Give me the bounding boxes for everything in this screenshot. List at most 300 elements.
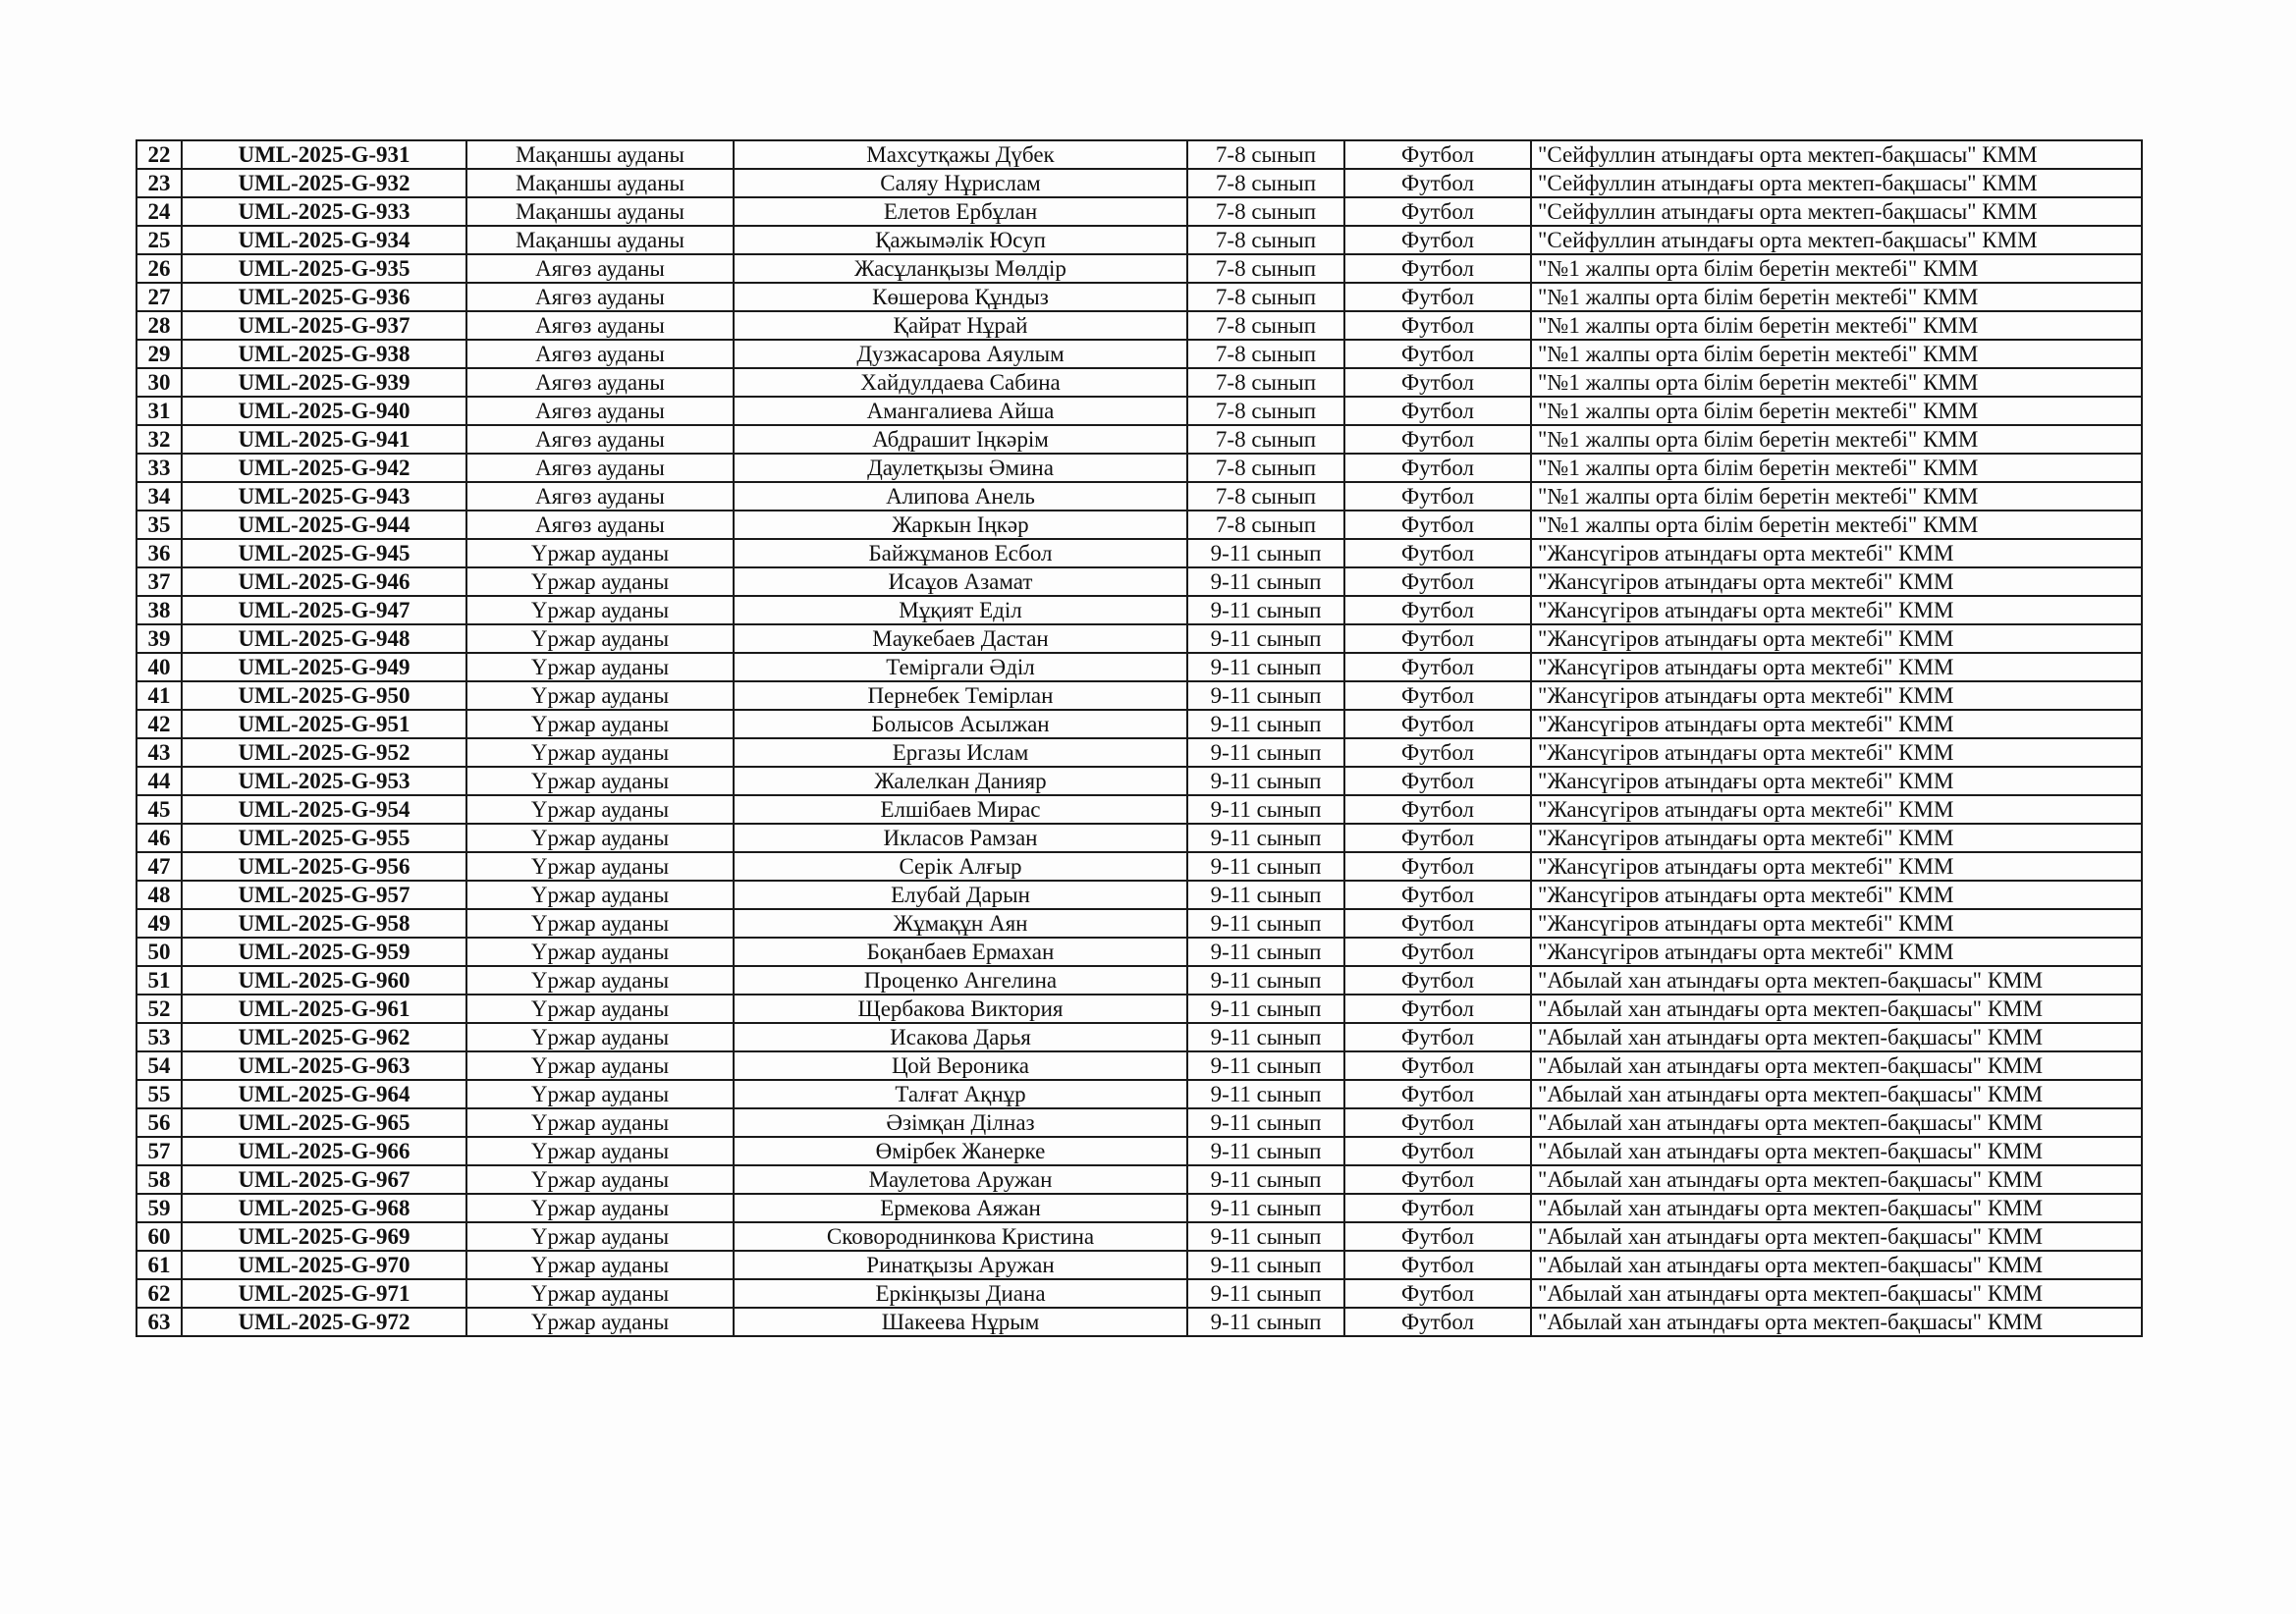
table-row (137, 767, 2142, 795)
district-cell: Үржар ауданы (466, 738, 734, 767)
district-cell: Үржар ауданы (466, 1165, 734, 1194)
school-cell: "Абылай хан атындағы орта мектеп-бақшасы" КММ (1531, 1251, 2142, 1279)
district-cell: Аягөз ауданы (466, 425, 734, 454)
row-number: 52 (137, 995, 182, 1023)
participant-name: Жұмақұн Аян (734, 909, 1187, 938)
row-number: 59 (137, 1194, 182, 1222)
table-row (137, 368, 2142, 397)
row-number: 24 (137, 197, 182, 226)
participant-name: Махсутқажы Дүбек (734, 140, 1187, 169)
participant-code: UML-2025-G-947 (182, 596, 466, 624)
sport-cell: Футбол (1344, 425, 1531, 454)
district-cell: Аягөз ауданы (466, 397, 734, 425)
school-cell: "Абылай хан атындағы орта мектеп-бақшасы" КММ (1531, 1137, 2142, 1165)
participant-code: UML-2025-G-939 (182, 368, 466, 397)
participant-name: Өмірбек Жанерке (734, 1137, 1187, 1165)
district-cell: Үржар ауданы (466, 567, 734, 596)
row-number: 51 (137, 966, 182, 995)
grade-cell: 9-11 сынып (1187, 852, 1344, 881)
participant-code: UML-2025-G-948 (182, 624, 466, 653)
row-number: 49 (137, 909, 182, 938)
participant-name: Ергазы Ислам (734, 738, 1187, 767)
sport-cell: Футбол (1344, 1165, 1531, 1194)
table-row (137, 681, 2142, 710)
grade-cell: 7-8 сынып (1187, 368, 1344, 397)
district-cell: Үржар ауданы (466, 881, 734, 909)
district-cell: Үржар ауданы (466, 995, 734, 1023)
school-cell: "Абылай хан атындағы орта мектеп-бақшасы" КММ (1531, 1194, 2142, 1222)
table-row (137, 795, 2142, 824)
participant-code: UML-2025-G-957 (182, 881, 466, 909)
grade-cell: 9-11 сынып (1187, 824, 1344, 852)
table-row (137, 909, 2142, 938)
row-number: 32 (137, 425, 182, 454)
row-number: 55 (137, 1080, 182, 1108)
district-cell: Үржар ауданы (466, 1108, 734, 1137)
sport-cell: Футбол (1344, 852, 1531, 881)
sport-cell: Футбол (1344, 767, 1531, 795)
participant-name: Саляу Нұрислам (734, 169, 1187, 197)
row-number: 36 (137, 539, 182, 567)
participant-name: Амангалиева Айша (734, 397, 1187, 425)
grade-cell: 9-11 сынып (1187, 938, 1344, 966)
district-cell: Үржар ауданы (466, 1137, 734, 1165)
participant-name: Әзімқан Ділназ (734, 1108, 1187, 1137)
table-row (137, 511, 2142, 539)
table-row (137, 539, 2142, 567)
grade-cell: 7-8 сынып (1187, 197, 1344, 226)
school-cell: "Жансүгіров атындағы орта мектебі" КММ (1531, 938, 2142, 966)
participant-name: Хайдулдаева Сабина (734, 368, 1187, 397)
participant-code: UML-2025-G-936 (182, 283, 466, 311)
sport-cell: Футбол (1344, 226, 1531, 254)
sport-cell: Футбол (1344, 1194, 1531, 1222)
grade-cell: 9-11 сынып (1187, 653, 1344, 681)
school-cell: "Жансүгіров атындағы орта мектебі" КММ (1531, 738, 2142, 767)
sport-cell: Футбол (1344, 368, 1531, 397)
grade-cell: 9-11 сынып (1187, 995, 1344, 1023)
school-cell: "№1 жалпы орта білім беретін мектебі" КММ (1531, 511, 2142, 539)
grade-cell: 7-8 сынып (1187, 511, 1344, 539)
table-row (137, 738, 2142, 767)
grade-cell: 9-11 сынып (1187, 738, 1344, 767)
participant-code: UML-2025-G-931 (182, 140, 466, 169)
district-cell: Үржар ауданы (466, 938, 734, 966)
participant-name: Пернебек Темірлан (734, 681, 1187, 710)
grade-cell: 7-8 сынып (1187, 226, 1344, 254)
school-cell: "Жансүгіров атындағы орта мектебі" КММ (1531, 596, 2142, 624)
sport-cell: Футбол (1344, 454, 1531, 482)
grade-cell: 9-11 сынып (1187, 881, 1344, 909)
district-cell: Үржар ауданы (466, 852, 734, 881)
sport-cell: Футбол (1344, 567, 1531, 596)
sport-cell: Футбол (1344, 710, 1531, 738)
participant-name: Жалелкан Данияр (734, 767, 1187, 795)
table-row (137, 567, 2142, 596)
sport-cell: Футбол (1344, 1051, 1531, 1080)
table-row (137, 1080, 2142, 1108)
grade-cell: 7-8 сынып (1187, 340, 1344, 368)
sport-cell: Футбол (1344, 1308, 1531, 1336)
district-cell: Мақаншы ауданы (466, 140, 734, 169)
table-row (137, 283, 2142, 311)
district-cell: Аягөз ауданы (466, 254, 734, 283)
school-cell: "Абылай хан атындағы орта мектеп-бақшасы" КММ (1531, 966, 2142, 995)
participant-name: Талғат Ақнұр (734, 1080, 1187, 1108)
row-number: 46 (137, 824, 182, 852)
grade-cell: 9-11 сынып (1187, 1251, 1344, 1279)
row-number: 62 (137, 1279, 182, 1308)
grade-cell: 7-8 сынып (1187, 283, 1344, 311)
district-cell: Аягөз ауданы (466, 368, 734, 397)
grade-cell: 7-8 сынып (1187, 140, 1344, 169)
district-cell: Үржар ауданы (466, 1194, 734, 1222)
row-number: 50 (137, 938, 182, 966)
sport-cell: Футбол (1344, 1222, 1531, 1251)
sport-cell: Футбол (1344, 738, 1531, 767)
sport-cell: Футбол (1344, 340, 1531, 368)
row-number: 56 (137, 1108, 182, 1137)
participant-code: UML-2025-G-965 (182, 1108, 466, 1137)
table-row (137, 197, 2142, 226)
school-cell: "Абылай хан атындағы орта мектеп-бақшасы" КММ (1531, 1051, 2142, 1080)
grade-cell: 9-11 сынып (1187, 1308, 1344, 1336)
participant-code: UML-2025-G-964 (182, 1080, 466, 1108)
participant-name: Маулетова Аружан (734, 1165, 1187, 1194)
grade-cell: 9-11 сынып (1187, 1165, 1344, 1194)
district-cell: Мақаншы ауданы (466, 169, 734, 197)
participant-name: Қайрат Нұрай (734, 311, 1187, 340)
grade-cell: 9-11 сынып (1187, 624, 1344, 653)
school-cell: "Жансүгіров атындағы орта мектебі" КММ (1531, 567, 2142, 596)
sport-cell: Футбол (1344, 311, 1531, 340)
participant-code: UML-2025-G-949 (182, 653, 466, 681)
participant-code: UML-2025-G-946 (182, 567, 466, 596)
table-row (137, 1023, 2142, 1051)
sport-cell: Футбол (1344, 938, 1531, 966)
row-number: 23 (137, 169, 182, 197)
grade-cell: 9-11 сынып (1187, 1080, 1344, 1108)
table-row (137, 311, 2142, 340)
participant-code: UML-2025-G-960 (182, 966, 466, 995)
grade-cell: 9-11 сынып (1187, 1023, 1344, 1051)
school-cell: "Сейфуллин атындағы орта мектеп-бақшасы" КММ (1531, 169, 2142, 197)
school-cell: "Абылай хан атындағы орта мектеп-бақшасы" КММ (1531, 1080, 2142, 1108)
participant-name: Цой Вероника (734, 1051, 1187, 1080)
grade-cell: 7-8 сынып (1187, 254, 1344, 283)
table-row (137, 169, 2142, 197)
participant-name: Еркінқызы Диана (734, 1279, 1187, 1308)
school-cell: "Жансүгіров атындағы орта мектебі" КММ (1531, 767, 2142, 795)
table-row (137, 710, 2142, 738)
participant-code: UML-2025-G-938 (182, 340, 466, 368)
participant-name: Елетов Ербұлан (734, 197, 1187, 226)
participant-name: Даулетқызы Әмина (734, 454, 1187, 482)
school-cell: "№1 жалпы орта білім беретін мектебі" КММ (1531, 283, 2142, 311)
sport-cell: Футбол (1344, 824, 1531, 852)
table-row (137, 226, 2142, 254)
grade-cell: 9-11 сынып (1187, 795, 1344, 824)
sport-cell: Футбол (1344, 624, 1531, 653)
school-cell: "Жансүгіров атындағы орта мектебі" КММ (1531, 681, 2142, 710)
row-number: 47 (137, 852, 182, 881)
row-number: 30 (137, 368, 182, 397)
participant-name: Елшібаев Мирас (734, 795, 1187, 824)
row-number: 31 (137, 397, 182, 425)
table-row (137, 966, 2142, 995)
participant-name: Жаркын Іңкәр (734, 511, 1187, 539)
participant-code: UML-2025-G-950 (182, 681, 466, 710)
district-cell: Үржар ауданы (466, 596, 734, 624)
table-row (137, 824, 2142, 852)
school-cell: "Абылай хан атындағы орта мектеп-бақшасы" КММ (1531, 1023, 2142, 1051)
sport-cell: Футбол (1344, 653, 1531, 681)
participant-name: Байжұманов Есбол (734, 539, 1187, 567)
sport-cell: Футбол (1344, 197, 1531, 226)
table-row (137, 397, 2142, 425)
table-row (137, 596, 2142, 624)
participant-code: UML-2025-G-971 (182, 1279, 466, 1308)
row-number: 26 (137, 254, 182, 283)
participant-code: UML-2025-G-942 (182, 454, 466, 482)
sport-cell: Футбол (1344, 283, 1531, 311)
row-number: 27 (137, 283, 182, 311)
participant-code: UML-2025-G-944 (182, 511, 466, 539)
grade-cell: 7-8 сынып (1187, 397, 1344, 425)
district-cell: Аягөз ауданы (466, 340, 734, 368)
district-cell: Үржар ауданы (466, 1279, 734, 1308)
row-number: 22 (137, 140, 182, 169)
sport-cell: Футбол (1344, 596, 1531, 624)
school-cell: "Жансүгіров атындағы орта мектебі" КММ (1531, 710, 2142, 738)
participant-code: UML-2025-G-962 (182, 1023, 466, 1051)
grade-cell: 9-11 сынып (1187, 1137, 1344, 1165)
table-row (137, 653, 2142, 681)
school-cell: "Абылай хан атындағы орта мектеп-бақшасы" КММ (1531, 995, 2142, 1023)
row-number: 28 (137, 311, 182, 340)
participant-name: Сковороднинкова Кристина (734, 1222, 1187, 1251)
district-cell: Мақаншы ауданы (466, 197, 734, 226)
participant-name: Жасұланқызы Мөлдір (734, 254, 1187, 283)
sport-cell: Футбол (1344, 254, 1531, 283)
row-number: 48 (137, 881, 182, 909)
district-cell: Үржар ауданы (466, 795, 734, 824)
row-number: 53 (137, 1023, 182, 1051)
district-cell: Аягөз ауданы (466, 511, 734, 539)
district-cell: Үржар ауданы (466, 1080, 734, 1108)
district-cell: Үржар ауданы (466, 710, 734, 738)
school-cell: "№1 жалпы орта білім беретін мектебі" КММ (1531, 454, 2142, 482)
row-number: 40 (137, 653, 182, 681)
grade-cell: 9-11 сынып (1187, 966, 1344, 995)
district-cell: Үржар ауданы (466, 767, 734, 795)
participant-code: UML-2025-G-961 (182, 995, 466, 1023)
participant-name: Шакеева Нұрым (734, 1308, 1187, 1336)
district-cell: Үржар ауданы (466, 966, 734, 995)
participant-code: UML-2025-G-959 (182, 938, 466, 966)
participant-name: Алипова Анель (734, 482, 1187, 511)
participant-code: UML-2025-G-952 (182, 738, 466, 767)
row-number: 42 (137, 710, 182, 738)
table-row (137, 1222, 2142, 1251)
district-cell: Аягөз ауданы (466, 454, 734, 482)
grade-cell: 9-11 сынып (1187, 909, 1344, 938)
district-cell: Үржар ауданы (466, 681, 734, 710)
participant-code: UML-2025-G-935 (182, 254, 466, 283)
table-row (137, 482, 2142, 511)
school-cell: "Сейфуллин атындағы орта мектеп-бақшасы" КММ (1531, 226, 2142, 254)
participant-name: Исаұов Азамат (734, 567, 1187, 596)
district-cell: Үржар ауданы (466, 1308, 734, 1336)
grade-cell: 7-8 сынып (1187, 482, 1344, 511)
row-number: 39 (137, 624, 182, 653)
district-cell: Аягөз ауданы (466, 311, 734, 340)
row-number: 34 (137, 482, 182, 511)
school-cell: "Жансүгіров атындағы орта мектебі" КММ (1531, 909, 2142, 938)
table-row (137, 852, 2142, 881)
grade-cell: 7-8 сынып (1187, 425, 1344, 454)
grade-cell: 9-11 сынып (1187, 767, 1344, 795)
district-cell: Үржар ауданы (466, 624, 734, 653)
table-row (137, 1279, 2142, 1308)
participant-name: Исакова Дарья (734, 1023, 1187, 1051)
row-number: 58 (137, 1165, 182, 1194)
participant-name: Ермекова Аяжан (734, 1194, 1187, 1222)
table-row (137, 995, 2142, 1023)
row-number: 63 (137, 1308, 182, 1336)
row-number: 33 (137, 454, 182, 482)
participant-code: UML-2025-G-967 (182, 1165, 466, 1194)
participant-code: UML-2025-G-966 (182, 1137, 466, 1165)
school-cell: "Жансүгіров атындағы орта мектебі" КММ (1531, 539, 2142, 567)
row-number: 54 (137, 1051, 182, 1080)
district-cell: Үржар ауданы (466, 1251, 734, 1279)
participant-code: UML-2025-G-972 (182, 1308, 466, 1336)
sport-cell: Футбол (1344, 169, 1531, 197)
participant-name: Щербакова Виктория (734, 995, 1187, 1023)
grade-cell: 9-11 сынып (1187, 1222, 1344, 1251)
participant-name: Көшерова Құндыз (734, 283, 1187, 311)
participants-table (136, 139, 2143, 1337)
row-number: 41 (137, 681, 182, 710)
sport-cell: Футбол (1344, 909, 1531, 938)
row-number: 60 (137, 1222, 182, 1251)
participants-table-body (137, 140, 2142, 1336)
grade-cell: 9-11 сынып (1187, 1279, 1344, 1308)
district-cell: Аягөз ауданы (466, 283, 734, 311)
school-cell: "Абылай хан атындағы орта мектеп-бақшасы" КММ (1531, 1308, 2142, 1336)
participant-code: UML-2025-G-943 (182, 482, 466, 511)
school-cell: "Абылай хан атындағы орта мектеп-бақшасы" КММ (1531, 1108, 2142, 1137)
sport-cell: Футбол (1344, 995, 1531, 1023)
district-cell: Мақаншы ауданы (466, 226, 734, 254)
school-cell: "Жансүгіров атындағы орта мектебі" КММ (1531, 624, 2142, 653)
table-row (137, 624, 2142, 653)
participant-name: Маукебаев Дастан (734, 624, 1187, 653)
participant-code: UML-2025-G-956 (182, 852, 466, 881)
participant-name: Боқанбаев Ермахан (734, 938, 1187, 966)
sport-cell: Футбол (1344, 1251, 1531, 1279)
district-cell: Үржар ауданы (466, 824, 734, 852)
sport-cell: Футбол (1344, 1137, 1531, 1165)
grade-cell: 9-11 сынып (1187, 596, 1344, 624)
grade-cell: 7-8 сынып (1187, 311, 1344, 340)
sport-cell: Футбол (1344, 1023, 1531, 1051)
participant-code: UML-2025-G-954 (182, 795, 466, 824)
table-row (137, 1137, 2142, 1165)
sport-cell: Футбол (1344, 1108, 1531, 1137)
school-cell: "Сейфуллин атындағы орта мектеп-бақшасы" КММ (1531, 197, 2142, 226)
school-cell: "Абылай хан атындағы орта мектеп-бақшасы" КММ (1531, 1165, 2142, 1194)
school-cell: "Жансүгіров атындағы орта мектебі" КММ (1531, 653, 2142, 681)
row-number: 45 (137, 795, 182, 824)
grade-cell: 9-11 сынып (1187, 539, 1344, 567)
sport-cell: Футбол (1344, 511, 1531, 539)
school-cell: "Жансүгіров атындағы орта мектебі" КММ (1531, 795, 2142, 824)
school-cell: "Жансүгіров атындағы орта мектебі" КММ (1531, 881, 2142, 909)
participant-code: UML-2025-G-951 (182, 710, 466, 738)
school-cell: "№1 жалпы орта білім беретін мектебі" КММ (1531, 425, 2142, 454)
participant-code: UML-2025-G-969 (182, 1222, 466, 1251)
participant-name: Мұқият Еділ (734, 596, 1187, 624)
participant-name: Елубай Дарын (734, 881, 1187, 909)
district-cell: Үржар ауданы (466, 1222, 734, 1251)
grade-cell: 9-11 сынып (1187, 710, 1344, 738)
grade-cell: 7-8 сынып (1187, 454, 1344, 482)
table-row (137, 1165, 2142, 1194)
sport-cell: Футбол (1344, 881, 1531, 909)
school-cell: "Абылай хан атындағы орта мектеп-бақшасы" КММ (1531, 1222, 2142, 1251)
row-number: 44 (137, 767, 182, 795)
district-cell: Аягөз ауданы (466, 482, 734, 511)
school-cell: "Жансүгіров атындағы орта мектебі" КММ (1531, 852, 2142, 881)
table-row (137, 425, 2142, 454)
school-cell: "Сейфуллин атындағы орта мектеп-бақшасы" КММ (1531, 140, 2142, 169)
participant-name: Икласов Рамзан (734, 824, 1187, 852)
table-row (137, 1051, 2142, 1080)
sport-cell: Футбол (1344, 140, 1531, 169)
school-cell: "№1 жалпы орта білім беретін мектебі" КММ (1531, 254, 2142, 283)
participant-name: Теміргали Әділ (734, 653, 1187, 681)
row-number: 61 (137, 1251, 182, 1279)
table-row (137, 140, 2142, 169)
table-row (137, 938, 2142, 966)
participant-code: UML-2025-G-945 (182, 539, 466, 567)
participant-code: UML-2025-G-970 (182, 1251, 466, 1279)
school-cell: "Абылай хан атындағы орта мектеп-бақшасы" КММ (1531, 1279, 2142, 1308)
table-row (137, 454, 2142, 482)
participant-code: UML-2025-G-963 (182, 1051, 466, 1080)
participant-name: Дузжасарова Аяулым (734, 340, 1187, 368)
sport-cell: Футбол (1344, 539, 1531, 567)
participant-code: UML-2025-G-955 (182, 824, 466, 852)
district-cell: Үржар ауданы (466, 653, 734, 681)
participant-name: Проценко Ангелина (734, 966, 1187, 995)
participant-name: Абдрашит Іңкәрім (734, 425, 1187, 454)
table-row (137, 1194, 2142, 1222)
row-number: 25 (137, 226, 182, 254)
participant-code: UML-2025-G-937 (182, 311, 466, 340)
grade-cell: 9-11 сынып (1187, 1051, 1344, 1080)
row-number: 35 (137, 511, 182, 539)
school-cell: "№1 жалпы орта білім беретін мектебі" КММ (1531, 340, 2142, 368)
participant-name: Қажымәлік Юсуп (734, 226, 1187, 254)
table-row (137, 1108, 2142, 1137)
participant-name: Ринатқызы Аружан (734, 1251, 1187, 1279)
district-cell: Үржар ауданы (466, 909, 734, 938)
district-cell: Үржар ауданы (466, 1023, 734, 1051)
row-number: 29 (137, 340, 182, 368)
